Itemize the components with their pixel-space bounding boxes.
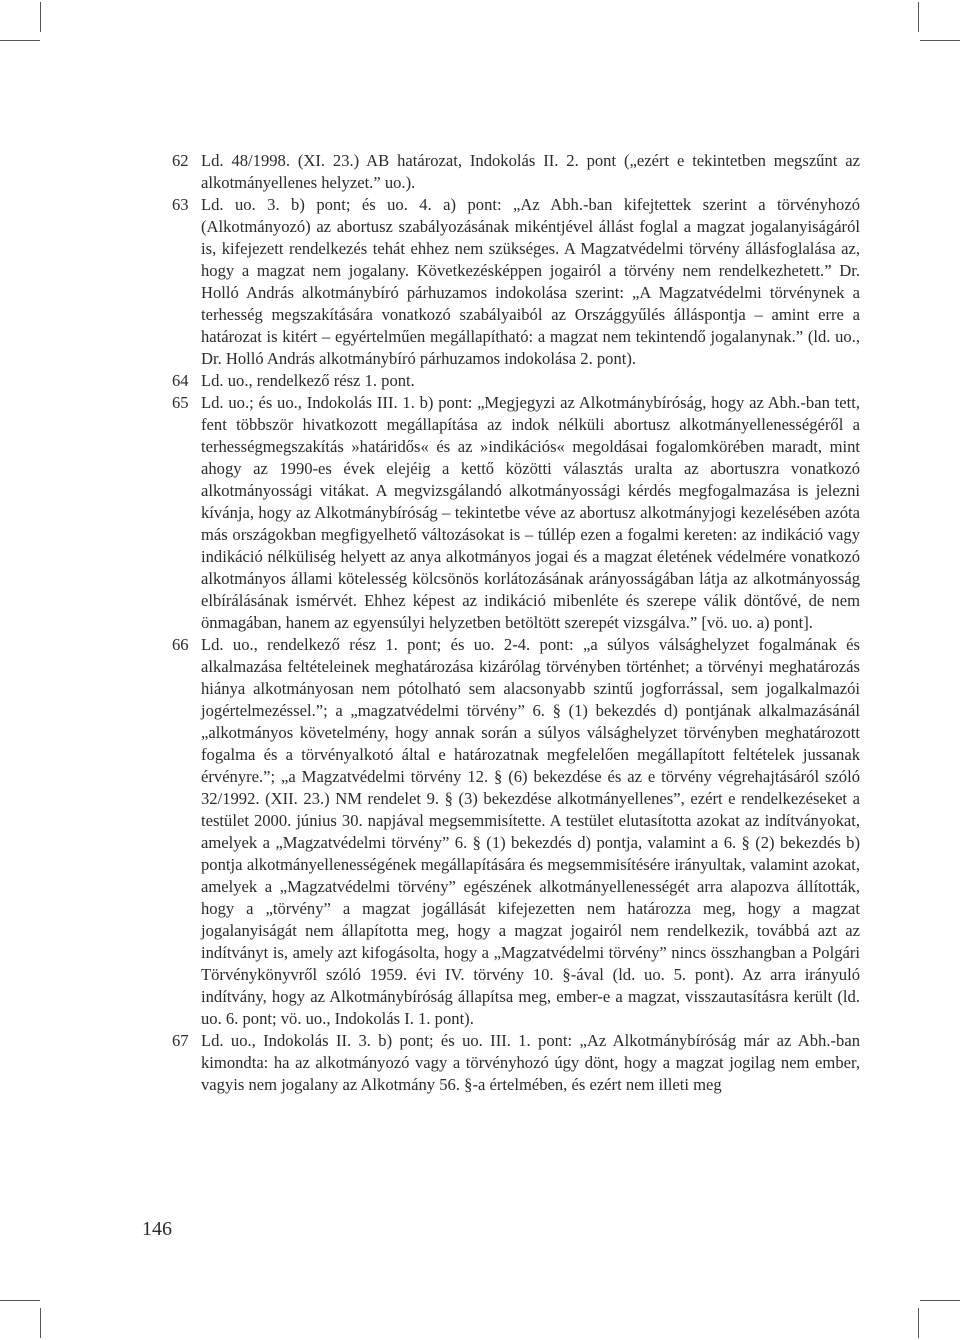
- footnote-62: [170, 150, 860, 194]
- footnote-number: 64: [172, 371, 189, 390]
- crop-mark-bottom-right: [918, 1308, 919, 1338]
- footnote-64: [170, 370, 860, 392]
- crop-mark-bottom-left-horizontal: [0, 1300, 40, 1301]
- footnote-66: [170, 634, 860, 1030]
- footnote-text: Ld. uo.; és uo., Indokolás III. 1. b) pont: „Megjegyzi az Alkotmánybíróság, hogy az Abh.-ban tett, fent többször hivatkozott megállapítása az indok nélküli abortusz alkotmányellenességéről a terhességmegszakítás »határidős« és az »indikációs« megoldásai fogalomkörében maradt, mint ahogy az 1990-es évek elejéig a kettő közötti választás uralta az abortuszra vonatkozó alkotmányossági vitákat. A megvizsgálandó alkotmányossági kérdés megfogalmazása is jelezni kívánja, hogy az Alkotmánybíróság – tekintetbe véve az abortusz alkotmányjogi kezelésében azóta más országokban megfigyelhető változásokat is – túllép ezen a fogalmi kereten: az indikáció vagy indikáció nélküliség helyett az anya alkotmányos jogai és a magzat életének védelmére vonatkozó alkotmányos állami kötelesség kölcsönös korlátozásának arányosságában látja az alkotmányosság elbírálásának ismérvét. Ehhez képest az indikáció mibenléte és szerepe válik döntővé, de nem önmagában, hanem az egyensúlyi helyzetben betöltött szerepét vizsgálva.” [vö. uo. a) pont].: [201, 393, 860, 632]
- crop-mark-top-left: [40, 2, 41, 32]
- footnote-text: Ld. uo., rendelkező rész 1. pont; és uo. 2-4. pont: „a súlyos válsághelyzet fogalmának és alkalmazása feltételeinek meghatározása kizárólag törvényben történhet; a törvényi meghatározás hiánya alkotmányosan nem pótolható sem alacsonyabb szintű jogforrással, sem jogalkalmazói jogértelmezéssel.”; a „magzatvédelmi törvény” 6. § (1) bekezdés d) pontjának alkalmazásánál „alkotmányos követelmény, hogy annak során a súlyos válsághelyzet törvényben meghatározott fogalma és a törvényalkotó által e határozatnak megfelelően megállapított feltételek jussanak érvényre.”; „a Magzatvédelmi törvény 12. § (6) bekezdése és az e törvény végrehajtásáról szóló 32/1992. (XII. 23.) NM rendelet 9. § (3) bekezdése alkotmányellenes”, ezért e rendelkezéseket a testület 2000. június 30. napjával megsemmisítette. A testület elutasította azokat az indítványokat, amelyek a „Magzatvédelmi törvény” 6. § (1) bekezdés d) pontja, valamint a 6. § (2) bekezdés b) pontja alkotmányellenességének megállapítására és megsemmisítésére irányultak, valamint azokat, amelyek a „Magzatvédelmi törvény” egészének alkotmányellenességét arra alapozva állították, hogy a „törvény” a magzat jogállását kifejezetten nem határozza meg, hogy a magzat jogalanyiságát nem állapította meg, hogy a magzat jogairól nem rendelkezik, továbbá azt az indítványt is, amely azt kifogásolta, hogy a „Magzatvédelmi törvény” nincs összhangban a Polgári Törvénykönyvről szóló 1959. évi IV. törvény 10. §-ával (ld. uo. 5. pont). Az arra irányuló indítvány, hogy az Alkotmánybíróság állapítsa meg, ember-e a magzat, visszautasításra került (ld. uo. 6. pont; vö. uo., Indokolás I. 1. pont).: [201, 635, 860, 1028]
- footnote-number: 65: [172, 393, 189, 412]
- footnote-number: 63: [172, 195, 189, 214]
- footnotes-section: [170, 150, 860, 1096]
- footnote-number: 62: [172, 151, 189, 170]
- footnote-text: Ld. uo., rendelkező rész 1. pont.: [201, 371, 415, 390]
- footnote-text: Ld. uo., Indokolás II. 3. b) pont; és uo. III. 1. pont: „Az Alkotmánybíróság már az Abh.-ban kimondta: ha az alkotmányozó vagy a törvényhozó úgy dönt, hogy a magzat jogilag nem ember, vagyis nem jogalany az Alkotmány 56. §-a értelmében, és ezért nem illeti meg: [201, 1031, 860, 1094]
- page-number: 146: [142, 1218, 172, 1240]
- crop-mark-top-right-horizontal: [920, 40, 960, 41]
- footnote-text: Ld. uo. 3. b) pont; és uo. 4. a) pont: „Az Abh.-ban kifejtettek szerint a törvényhozó (Alkotmányozó) az abortusz szabályozásának mikéntjével állást foglal a magzat jogalanyiságáról is, kifejezett rendelkezés tehát ehhez nem szükséges. A Magzatvédelmi törvény állásfoglalása az, hogy a magzat nem jogalany. Következésképpen jogairól a törvény nem rendelkezhetett.” Dr. Holló András alkotmánybíró párhuzamos indokolása szerint: „A Magzatvédelmi törvénynek a terhesség megszakítására vonatkozó szabályaiból az Országgyűlés álláspontja – amint erre a határozat is kitért – egyértelműen megállapítható: a magzat nem tekintendő jogalanynak.” (ld. uo., Dr. Holló András alkotmánybíró párhuzamos indokolása 2. pont).: [201, 195, 860, 368]
- crop-mark-bottom-right-horizontal: [920, 1300, 960, 1301]
- crop-mark-top-right: [918, 2, 919, 32]
- crop-mark-bottom-left: [40, 1308, 41, 1338]
- crop-mark-top-left-horizontal: [0, 40, 40, 41]
- footnote-63: [170, 194, 860, 370]
- footnote-number: 67: [172, 1031, 189, 1050]
- footnote-text: Ld. 48/1998. (XI. 23.) AB határozat, Indokolás II. 2. pont („ezért e tekintetben megszűnt az alkotmányellenes helyzet.” uo.).: [201, 151, 860, 192]
- footnote-number: 66: [172, 635, 189, 654]
- footnote-67: [170, 1030, 860, 1096]
- footnote-65: [170, 392, 860, 634]
